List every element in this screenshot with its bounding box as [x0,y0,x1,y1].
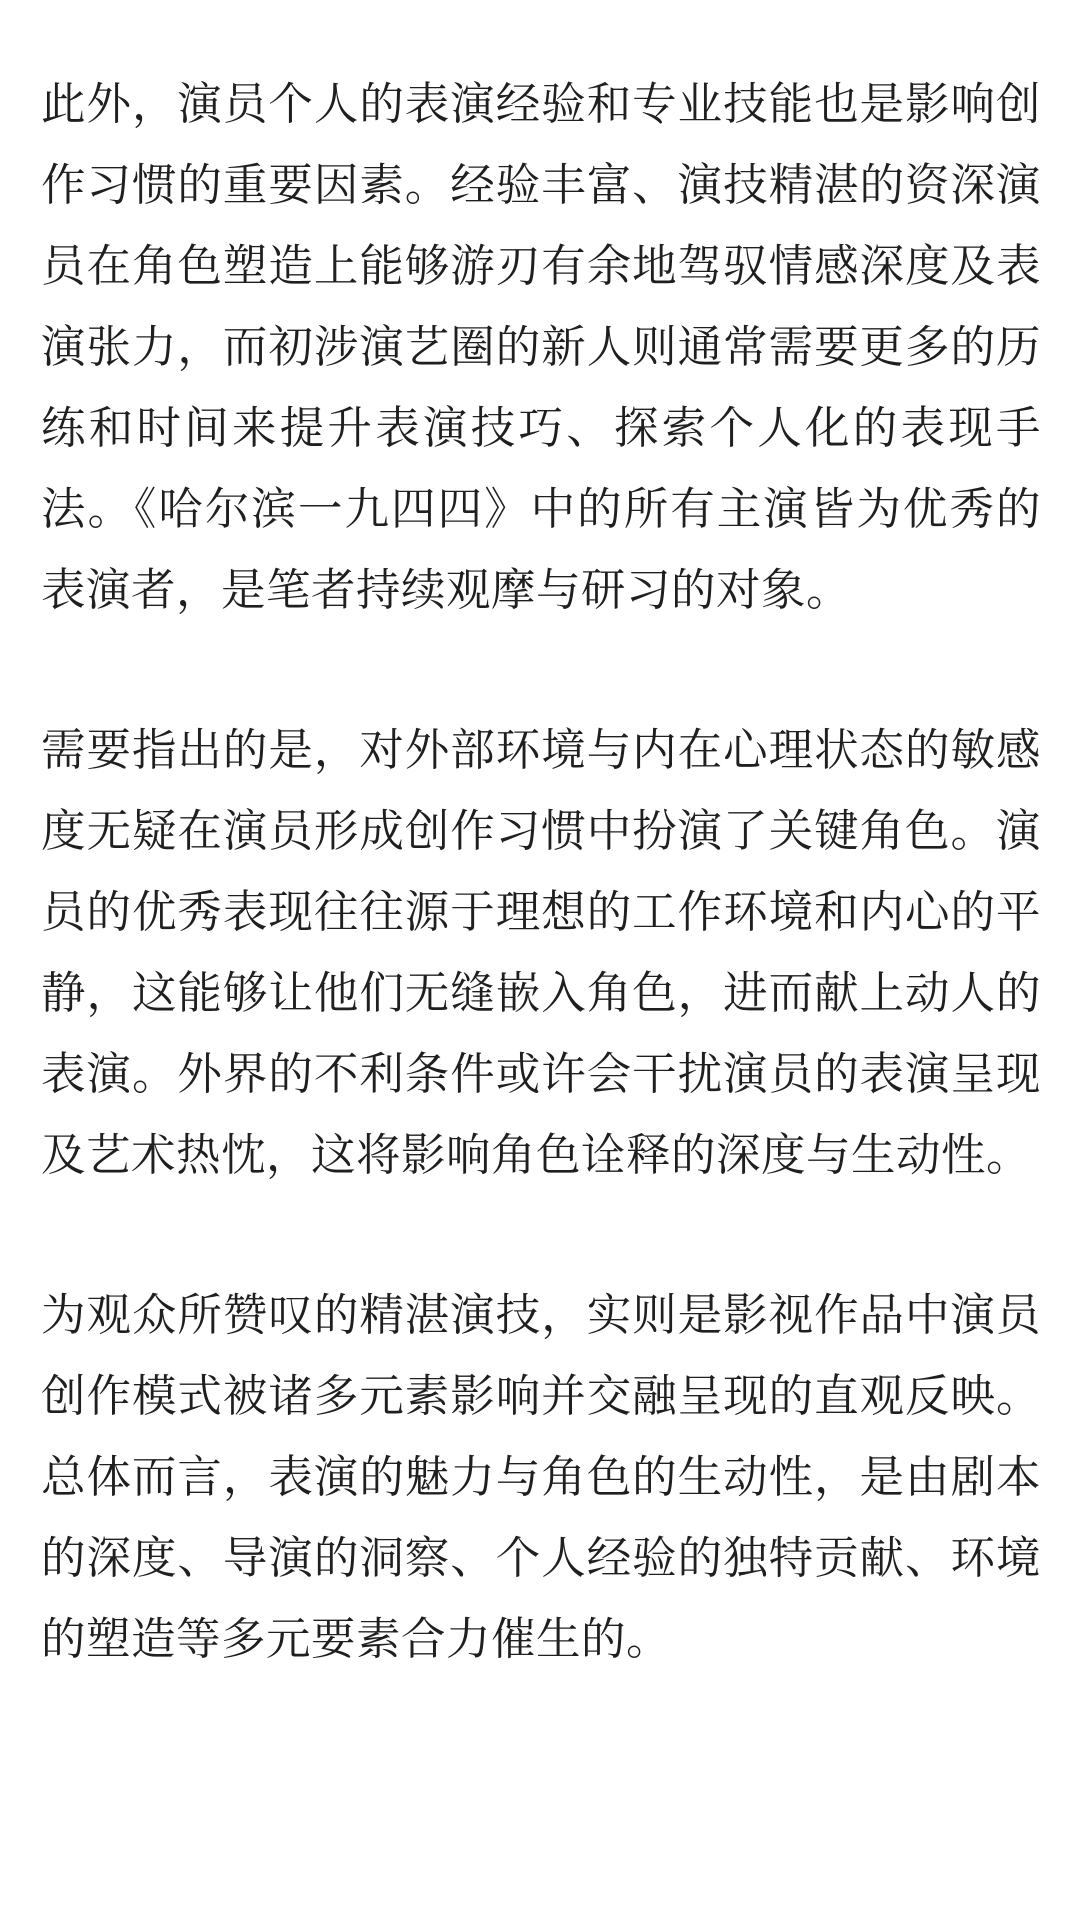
article-body [41,64,1041,1680]
paragraph-2: 需要指出的是，对外部环境与内在心理状态的敏感度无疑在演员形成创作习惯中扮演了关键角色。演员的优秀表现往往源于理想的工作环境和内心的平静，这能够让他们无缝嵌入角色，进而献上动人的表演。外界的不利条件或许会干扰演员的表演呈现及艺术热忱，这将影响角色诠释的深度与生动性。 [41,725,1041,1181]
paragraph-3: 为观众所赞叹的精湛演技，实则是影视作品中演员创作模式被诸多元素影响并交融呈现的直观反映。总体而言，表演的魅力与角色的生动性，是由剧本的深度、导演的洞察、个人经验的独特贡献、环境的塑造等多元要素合力催生的。 [41,1290,1041,1665]
paragraph-1: 此外，演员个人的表演经验和专业技能也是影响创作习惯的重要因素。经验丰富、演技精湛的资深演员在角色塑造上能够游刃有余地驾驭情感深度及表演张力，而初涉演艺圈的新人则通常需要更多的历练和时间来提升表演技巧、探索个人化的表现手法。《哈尔滨一九四四》中的所有主演皆为优秀的表演者，是笔者持续观摩与研习的对象。 [41,79,1041,616]
